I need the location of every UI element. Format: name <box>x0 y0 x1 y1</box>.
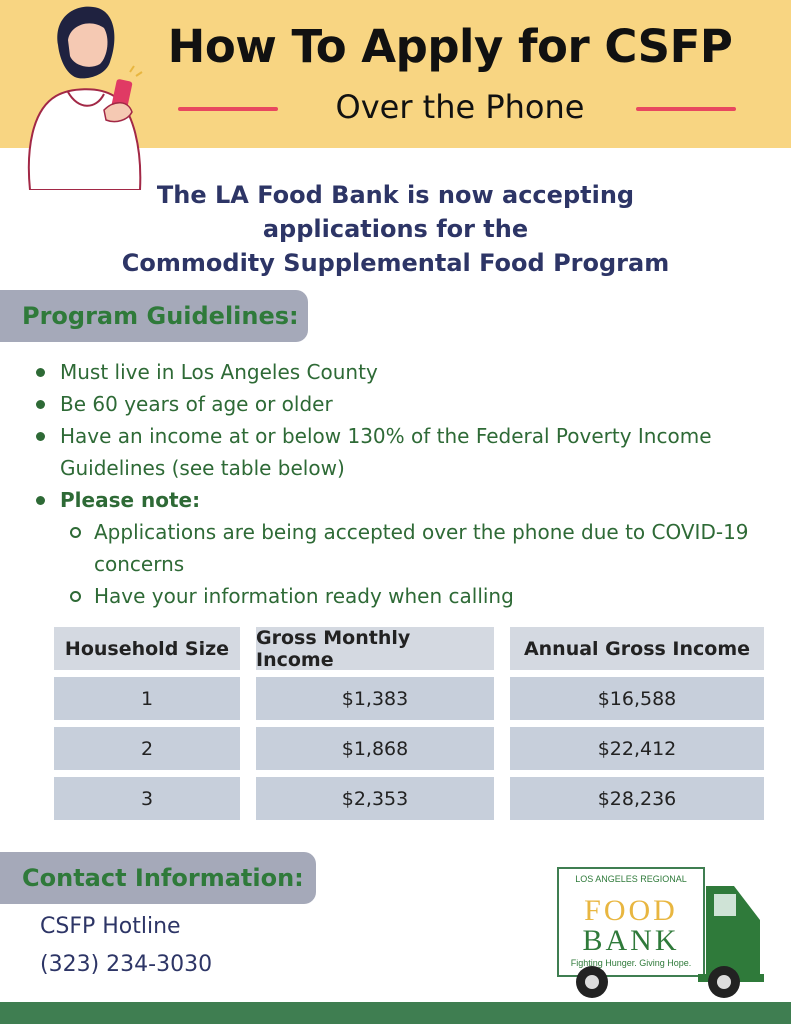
table-cell: 3 <box>54 777 240 820</box>
table-cell: $1,868 <box>256 727 494 770</box>
logo-food-text: FOOD <box>584 894 678 927</box>
program-guidelines-heading: Program Guidelines: <box>0 290 308 342</box>
table-header: Gross Monthly Income <box>256 627 494 670</box>
list-item: Must live in Los Angeles County <box>32 356 772 388</box>
subtitle-left-rule <box>178 107 278 111</box>
intro-line: Commodity Supplemental Food Program <box>121 249 670 277</box>
sub-list-item: Have your information ready when calling <box>32 580 772 612</box>
table-cell: $28,236 <box>510 777 764 820</box>
intro-text <box>40 178 751 280</box>
guidelines-list <box>32 356 772 612</box>
table-header: Annual Gross Income <box>510 627 764 670</box>
sub-list-item: Applications are being accepted over the phone due to COVID-19 concerns <box>32 516 772 580</box>
logo-tagline-text: Fighting Hunger. Giving Hope. <box>570 958 692 968</box>
intro-line: The LA Food Bank is now accepting <box>156 181 635 209</box>
contact-line: CSFP Hotline <box>40 914 181 939</box>
contact-information-heading: Contact Information: <box>0 852 316 904</box>
logo-top-text: LOS ANGELES REGIONAL <box>575 874 687 884</box>
food-bank-truck-logo <box>548 862 768 1002</box>
page-subtitle: Over the Phone <box>335 88 585 126</box>
contact-details <box>40 908 360 984</box>
table-cell: $1,383 <box>256 677 494 720</box>
page-title: How To Apply for CSFP <box>167 20 733 73</box>
table-cell: $2,353 <box>256 777 494 820</box>
logo-bank-text: BANK <box>582 924 680 957</box>
table-cell: $16,588 <box>510 677 764 720</box>
list-item: Be 60 years of age or older <box>32 388 772 420</box>
list-item: Have an income at or below 130% of the Federal Poverty Income Guidelines (see table below) <box>32 420 772 484</box>
contact-line: (323) 234-3030 <box>40 952 213 977</box>
table-cell: 1 <box>54 677 240 720</box>
woman-with-phone-illustration <box>18 0 153 190</box>
subtitle-right-rule <box>636 107 736 111</box>
list-item: Please note: <box>32 484 772 516</box>
table-header: Household Size <box>54 627 240 670</box>
table-cell: 2 <box>54 727 240 770</box>
table-cell: $22,412 <box>510 727 764 770</box>
intro-line: applications for the <box>262 215 529 243</box>
footer-bar <box>0 1002 791 1024</box>
